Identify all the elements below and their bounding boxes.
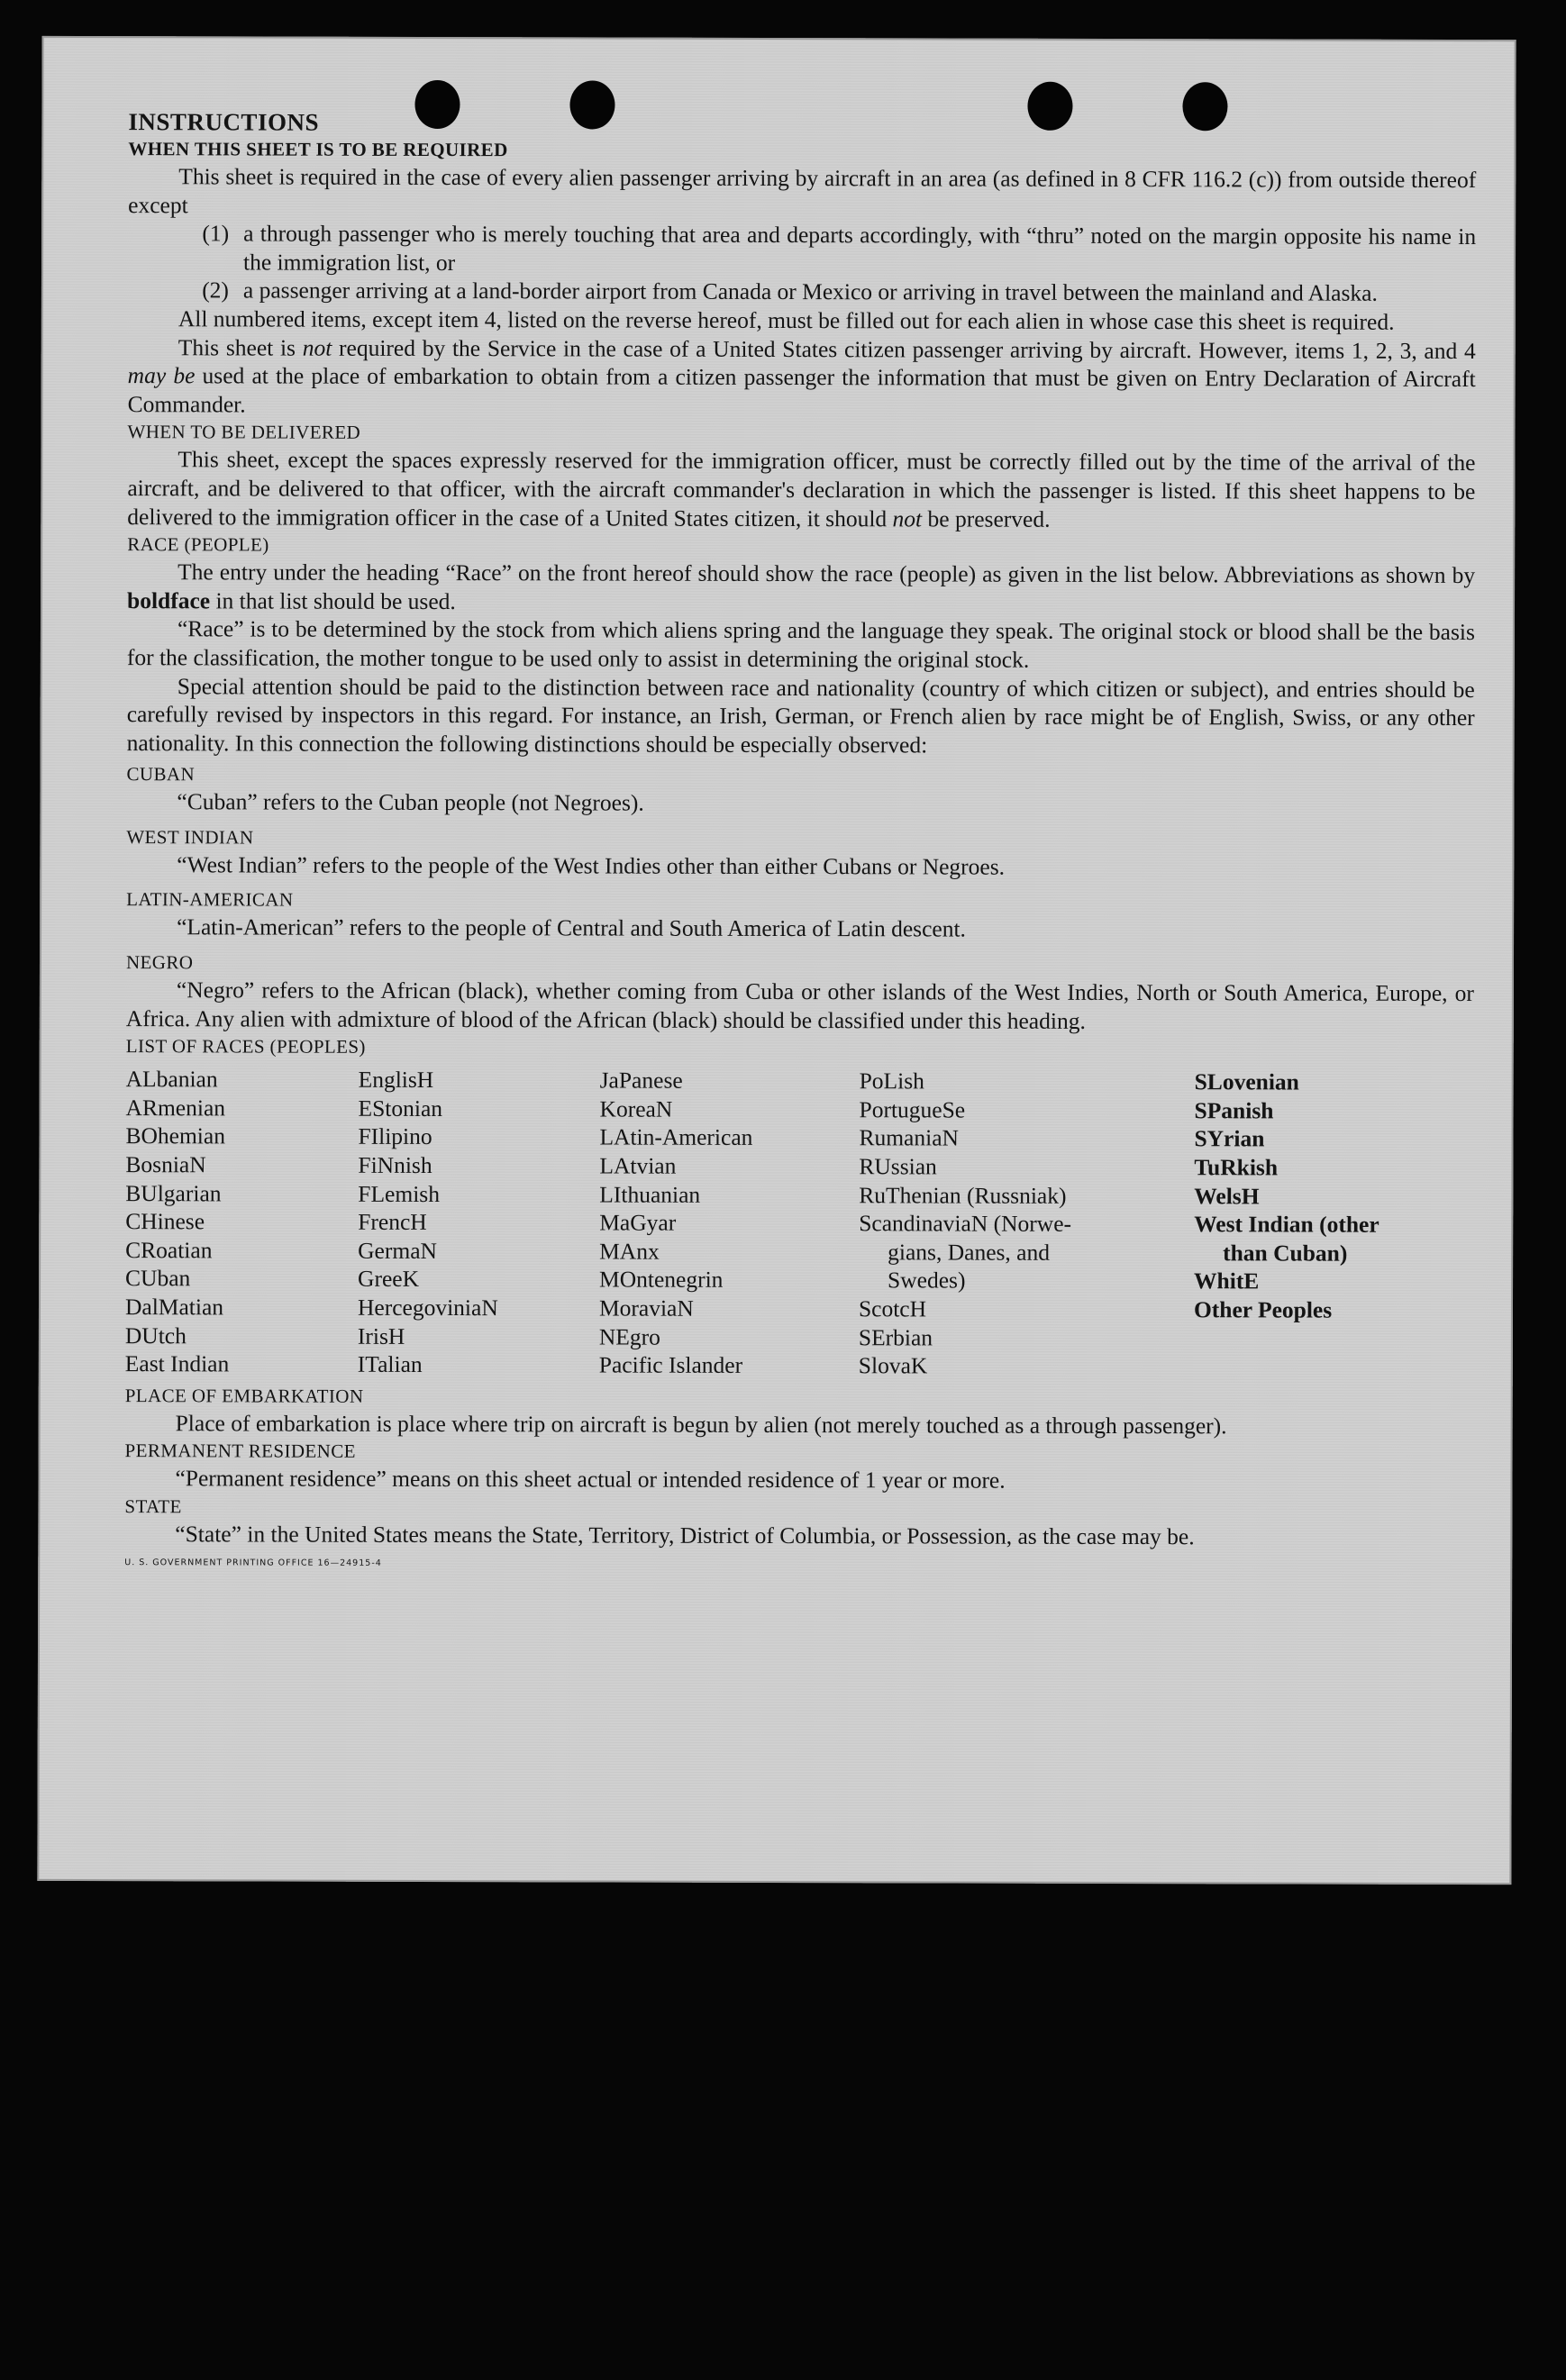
race-column-5: [1194, 1067, 1474, 1381]
race-list-item: WelsH: [1194, 1182, 1260, 1210]
race-list-item: SLovenian: [1194, 1068, 1299, 1095]
emphasis-text: may be: [127, 362, 196, 389]
text-run: This sheet, except the spaces expressly reserved for the immigration officer, must be correctly filled out by the time of the arrival of the aircraft, and be delivered to that officer, with the aircraft commander's declaration in which the passenger is listed. If this sheet happens to be delivered to the immigration officer in the case of a United States citizen, it should: [127, 446, 1476, 531]
exception-item-1: [128, 219, 1476, 279]
race-list-item: RumaniaN: [859, 1124, 960, 1151]
emphasis-text: not: [302, 334, 332, 361]
race-list-item: CHinese: [125, 1208, 205, 1235]
race-list-item: West Indian (other: [1194, 1211, 1379, 1238]
race-list-item: LIthuanian: [599, 1181, 701, 1208]
race-list-item: PortugueSe: [859, 1096, 966, 1123]
text-run: The entry under the heading “Race” on the front hereof should show the race (people) as given in the list below. Abbreviations as shown by: [178, 559, 1476, 589]
race-list-item: ScandinaviaN (Norwe-: [859, 1210, 1072, 1238]
section-heading-race: RACE (PEOPLE): [127, 533, 269, 556]
delivered-paragraph: [127, 445, 1475, 534]
race-list-item: FiNnish: [358, 1151, 432, 1179]
emphasis-text: not: [892, 504, 923, 531]
race-list-item: SErbian: [858, 1323, 933, 1351]
race-list-item: FIlipino: [358, 1123, 432, 1150]
text-run: This sheet is: [178, 333, 303, 361]
race-list-item: ITalian: [357, 1350, 423, 1378]
race-list-heading: LIST OF RACES (PEOPLES): [125, 1035, 366, 1058]
race-list-item: MaGyar: [599, 1209, 677, 1236]
numbered-items-paragraph: All numbered items, except item 4, listed on the reverse hereof, must be filled out for each alien in whose case this sheet is required.: [178, 305, 1395, 335]
race-list-item: ScotcH: [858, 1295, 927, 1322]
race-list-item: Swedes): [888, 1267, 966, 1294]
exception-item-2: [128, 276, 1476, 308]
item-text: a through passenger who is merely touching that area and departs accordingly, with “thru” noted on the margin opposite his name in the immigration list, or: [242, 220, 1477, 276]
race-list-item: BUlgarian: [125, 1179, 222, 1207]
race-list-item: GermaN: [358, 1237, 437, 1264]
citizen-paragraph: [128, 333, 1476, 422]
race-paragraph-2: “Race” is to be determined by the stock from which aliens spring and the language they speak. The original stock or blood shall be the basis for the classification, the mother tongue to be used only to assist in determining the original stock.: [126, 615, 1475, 673]
state-paragraph: “State” in the United States means the State, Territory, District of Columbia, or Possession, as the case may be.: [175, 1521, 1195, 1550]
definition-heading-west-indian: WEST INDIAN: [126, 825, 254, 849]
residence-paragraph: “Permanent residence” means on this sheet actual or intended residence of 1 year or more.: [175, 1465, 1006, 1494]
race-list-item: ARmenian: [125, 1094, 226, 1122]
section-heading-required: WHEN THIS SHEET IS TO BE REQUIRED: [128, 138, 508, 161]
race-list-item: TuRkish: [1194, 1154, 1279, 1181]
printer-imprint: U. S. GOVERNMENT PRINTING OFFICE 16—24915-4: [124, 1557, 382, 1568]
race-list-item: Other Peoples: [1193, 1296, 1333, 1323]
race-list-item: IrisH: [357, 1322, 405, 1349]
required-intro: This sheet is required in the case of every alien passenger arriving by aircraft in an area (as defined in 8 CFR 116.2 (c)) from outside thereof except: [128, 163, 1477, 218]
race-list-item: MAnx: [599, 1238, 660, 1265]
definition-heading-negro: NEGRO: [125, 951, 194, 974]
item-number: (2): [202, 277, 229, 304]
item-number: (1): [202, 220, 230, 247]
section-heading-residence: PERMANENT RESIDENCE: [124, 1440, 356, 1463]
race-list-item: LAtvian: [599, 1152, 677, 1179]
race-list-item: MOntenegrin: [599, 1266, 724, 1294]
race-list-item: CUban: [125, 1265, 191, 1292]
text-run: required by the Service in the case of a United States citizen passenger arriving by aircraft. However, items 1, 2, 3, and 4: [332, 334, 1476, 364]
race-list-item: FrencH: [358, 1209, 427, 1236]
race-list-item: than Cuban): [1223, 1240, 1348, 1267]
race-list-item: SYrian: [1194, 1125, 1265, 1152]
definition-text-cuban: “Cuban” refers to the Cuban people (not Negroes).: [177, 788, 644, 816]
race-list-item: RUssian: [859, 1153, 937, 1180]
text-run: in that list should be used.: [210, 587, 456, 614]
document-sheet: [37, 36, 1516, 1885]
bold-text: boldface: [127, 586, 211, 614]
race-column-3: [599, 1067, 860, 1380]
text-run: be preserved.: [922, 504, 1051, 532]
definition-heading-cuban: CUBAN: [126, 763, 196, 786]
race-list-item: EnglisH: [358, 1067, 434, 1094]
page-title: INSTRUCTIONS: [128, 108, 320, 136]
race-list-item: LAtin-American: [599, 1123, 753, 1151]
race-list-item: KoreaN: [599, 1095, 673, 1122]
race-list-item: RuThenian (Russniak): [859, 1181, 1067, 1209]
race-list-item: GreeK: [358, 1266, 420, 1293]
definition-text-latin-american: “Latin-American” refers to the people of Central and South America of Latin descent.: [177, 913, 967, 943]
race-list-item: MoraviaN: [598, 1294, 694, 1322]
text-run: used at the place of embarkation to obtain from a citizen passenger the information that must be given on Entry Declaration of Aircraft Commander.: [127, 362, 1476, 418]
race-list-item: WhitE: [1194, 1267, 1260, 1294]
race-list-item: BOhemian: [125, 1122, 226, 1149]
section-heading-embarkation: PLACE OF EMBARKATION: [124, 1384, 364, 1407]
race-list-item: HercegoviniaN: [357, 1294, 498, 1322]
race-column-4: [859, 1067, 1195, 1381]
race-list-item: SPanish: [1194, 1097, 1274, 1124]
instructions-body: [124, 108, 1476, 1580]
race-list-item: NEgro: [598, 1323, 660, 1350]
definition-heading-latin-american: LATIN-AMERICAN: [126, 888, 294, 912]
race-list-item: ALbanian: [125, 1066, 218, 1093]
race-list-item: CRoatian: [125, 1236, 213, 1264]
race-column-2: [358, 1066, 600, 1379]
race-list-item: PoLish: [859, 1067, 924, 1095]
race-list-item: DalMatian: [124, 1294, 224, 1321]
section-heading-delivered: WHEN TO BE DELIVERED: [127, 421, 361, 444]
race-paragraph-3: Special attention should be paid to the distinction between race and nationality (country of which citizen or subject), and entries should be carefully revised by inspectors in this regard. For instance, an Irish, German, or French alien by race might be of English, Swiss, or any other nationality. In this connection the following distinctions should be especially observed:: [126, 672, 1475, 759]
definition-text-negro: “Negro” refers to the African (black), whether coming from Cuba or other islands of the West Indies, North or South America, Europe, or Africa. Any alien with admixture of blood of the African (black) should be classified under this heading.: [125, 977, 1474, 1034]
race-list-item: SlovaK: [858, 1352, 928, 1379]
item-text: a passenger arriving at a land-border airport from Canada or Mexico or arriving in travel between the mainland and Alaska.: [242, 277, 1378, 307]
race-list-item: gians, Danes, and: [888, 1239, 1051, 1266]
race-list-item: EStonian: [358, 1095, 443, 1122]
race-paragraph-1: [127, 558, 1475, 618]
race-list: [125, 1065, 1474, 1381]
race-column-1: [125, 1065, 359, 1378]
race-list-item: FLemish: [358, 1180, 441, 1207]
definition-text-west-indian: “West Indian” refers to the people of the West Indies other than either Cubans or Negroes.: [177, 851, 1006, 880]
section-heading-state: STATE: [124, 1495, 182, 1518]
race-list-item: JaPanese: [599, 1067, 683, 1094]
embarkation-paragraph: Place of embarkation is place where trip on aircraft is begun by alien (not merely touched as a through passenger).: [175, 1410, 1227, 1440]
race-list-item: East Indian: [124, 1350, 230, 1377]
race-list-item: Pacific Islander: [598, 1351, 743, 1379]
race-list-item: DUtch: [124, 1322, 187, 1349]
race-list-item: BosniaN: [125, 1151, 206, 1178]
